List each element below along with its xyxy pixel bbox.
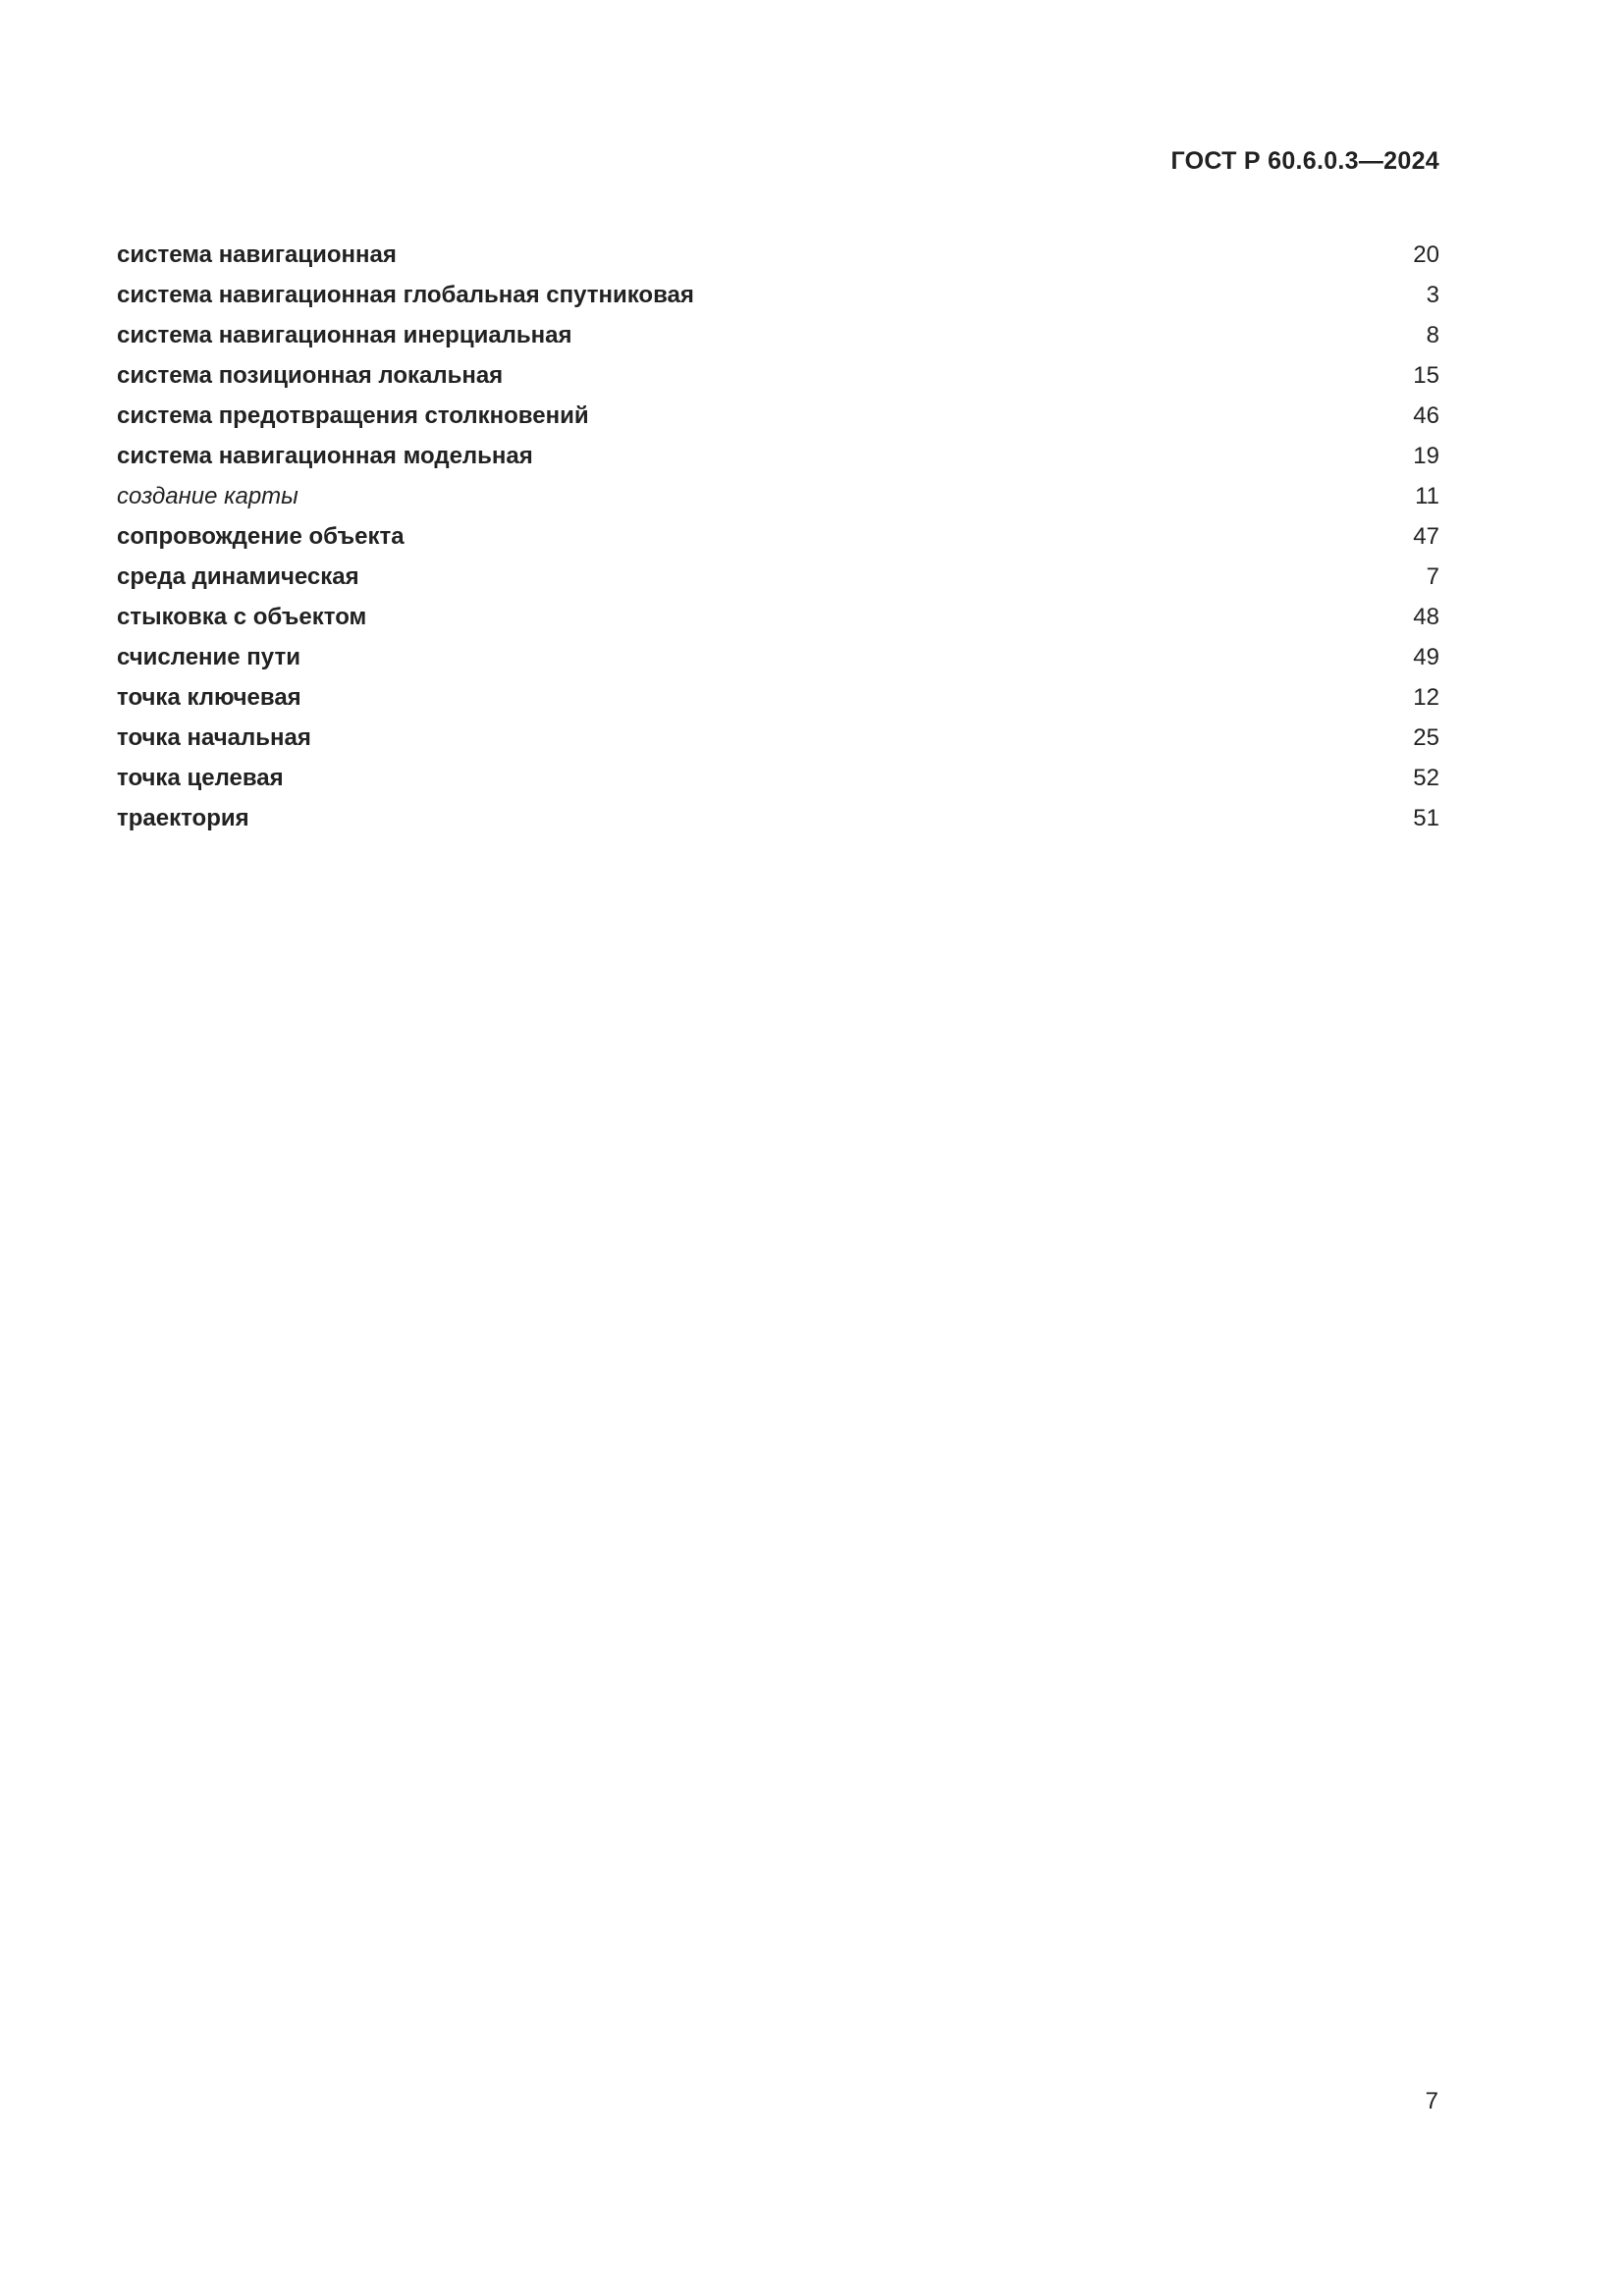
index-term: траектория <box>117 805 249 831</box>
index-entry <box>117 476 1439 516</box>
index-entry <box>117 396 1439 436</box>
index-term: стыковка с объектом <box>117 604 367 630</box>
index-entry <box>117 557 1439 597</box>
index-entry-number: 46 <box>1413 402 1439 429</box>
page-number: 7 <box>1425 2088 1438 2114</box>
index-entry-number: 25 <box>1413 724 1439 751</box>
index-entry <box>117 718 1439 758</box>
index-entry-number: 12 <box>1413 684 1439 711</box>
index-term: система навигационная инерциальная <box>117 322 572 348</box>
index-entry-number: 47 <box>1413 523 1439 550</box>
index-entry <box>117 758 1439 798</box>
index-entry <box>117 798 1439 838</box>
index-term: система навигационная <box>117 241 397 268</box>
index-entry-number: 20 <box>1413 241 1439 268</box>
index-entry <box>117 597 1439 637</box>
index-entry-number: 51 <box>1413 805 1439 831</box>
index-term: счисление пути <box>117 644 300 670</box>
index-entry-number: 19 <box>1413 443 1439 469</box>
index-term: точка начальная <box>117 724 311 751</box>
index-entry-number: 49 <box>1413 644 1439 670</box>
index-term: система навигационная модельная <box>117 443 533 469</box>
index-entry-number: 3 <box>1426 282 1439 308</box>
index-entry <box>117 637 1439 677</box>
index-term: среда динамическая <box>117 563 359 590</box>
index-entry-number: 15 <box>1413 362 1439 389</box>
index-entry <box>117 235 1439 275</box>
document-code-header: ГОСТ Р 60.6.0.3—2024 <box>1170 147 1439 175</box>
index-term: точка целевая <box>117 765 284 791</box>
index-term: создание карты <box>117 483 298 509</box>
index-entry <box>117 315 1439 355</box>
index-entry-number: 7 <box>1426 563 1439 590</box>
index-entry-number: 11 <box>1415 483 1439 509</box>
index-term: система навигационная глобальная спутниковая <box>117 282 694 308</box>
index-term: система предотвращения столкновений <box>117 402 589 429</box>
index-entry-number: 52 <box>1413 765 1439 791</box>
index-entry <box>117 677 1439 718</box>
index-entry <box>117 275 1439 315</box>
index-entry <box>117 436 1439 476</box>
index-entry-number: 48 <box>1413 604 1439 630</box>
index-entry <box>117 355 1439 396</box>
index-term: сопровождение объекта <box>117 523 405 550</box>
index-term: точка ключевая <box>117 684 301 711</box>
index-entry-number: 8 <box>1426 322 1439 348</box>
index-entry <box>117 516 1439 557</box>
index-term: система позиционная локальная <box>117 362 504 389</box>
alphabetical-index-list <box>117 235 1439 838</box>
